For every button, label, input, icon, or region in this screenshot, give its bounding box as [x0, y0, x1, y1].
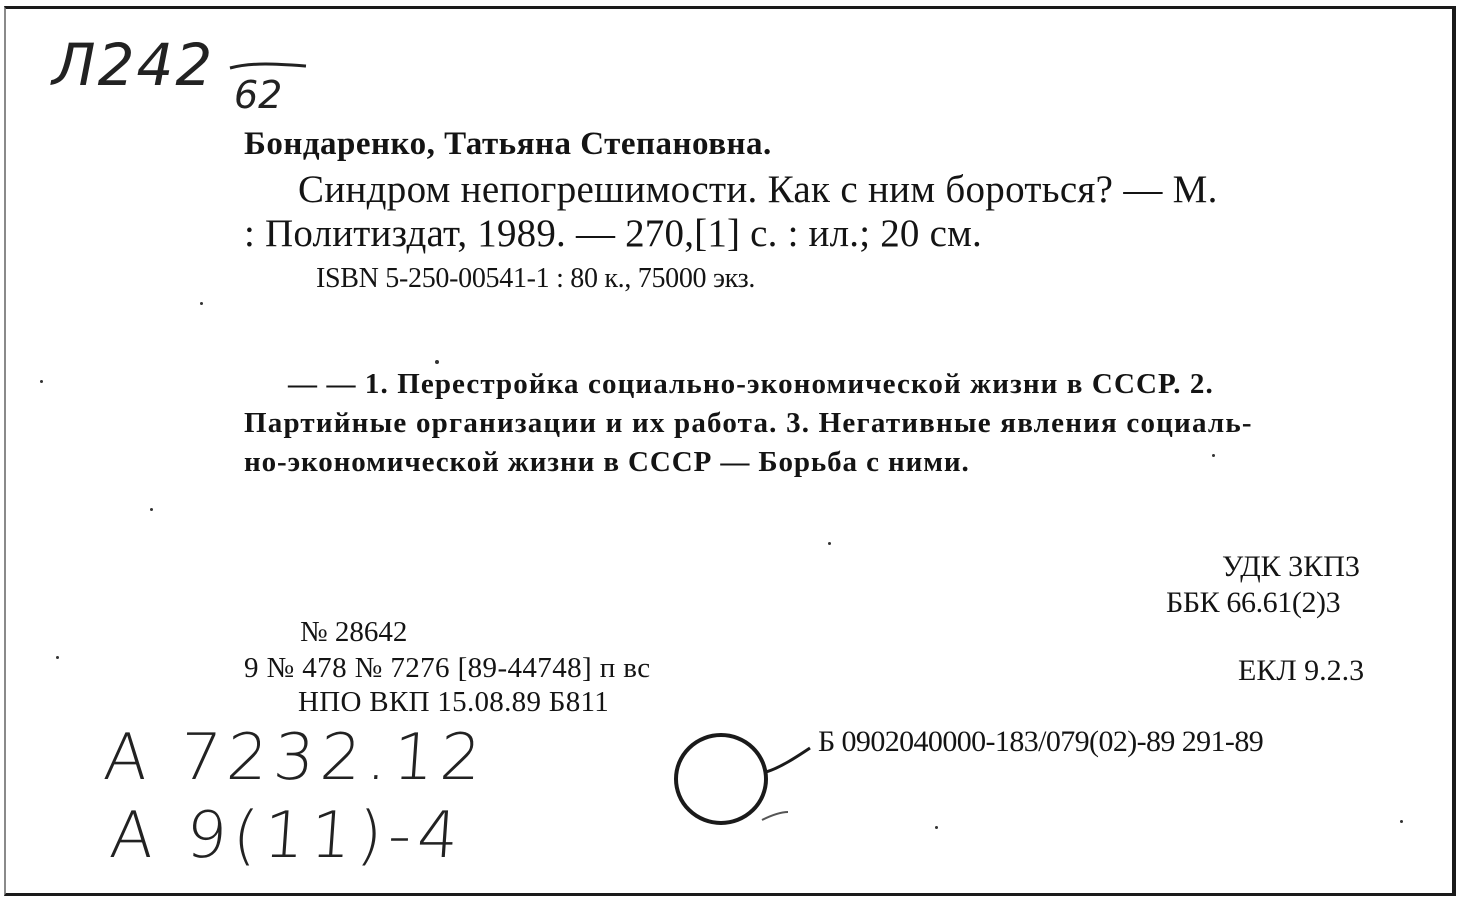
dust-speck: [150, 508, 153, 511]
dust-speck: [935, 826, 938, 829]
npo-line: НПО ВКП 15.08.89 Б811: [298, 686, 610, 718]
shelf-mark-fraction-line: [228, 60, 308, 74]
handwritten-shelf-mark-sub: 62: [234, 73, 283, 117]
ekl-code: ЕКЛ 9.2.3: [1238, 654, 1365, 687]
dust-speck: [828, 542, 831, 545]
punch-hole-circle: [670, 730, 820, 830]
dust-speck: [435, 360, 439, 364]
title-line-2: : Политиздат, 1989. — 270,[1] с. : ил.; 20 см.: [244, 212, 982, 255]
dust-speck: [56, 656, 59, 659]
order-line: 9 № 478 № 7276 [89-44748] п вс: [244, 652, 651, 684]
subjects-line-3: но-экономической жизни в СССР — Борьба с ними.: [244, 446, 970, 478]
dust-speck: [200, 302, 203, 305]
subjects-line-1: — — 1. Перестройка социально-экономической жизни в СССР. 2.: [288, 368, 1214, 400]
isbn-line: ISBN 5-250-00541-1 : 80 к., 75000 экз.: [316, 263, 756, 294]
udk-code: УДК 3КП3: [1222, 550, 1360, 583]
handwritten-shelf-mark: Л242: [52, 31, 215, 99]
subjects-line-2: Партийные организации и их работа. 3. Негативные явления социаль-: [244, 407, 1253, 439]
dust-speck: [40, 380, 43, 383]
dust-speck: [1212, 454, 1215, 457]
dust-speck: [1400, 820, 1403, 823]
bbk-code: ББК 66.61(2)3: [1166, 586, 1341, 619]
author-heading: Бондаренко, Татьяна Степановна.: [244, 126, 772, 162]
handwritten-inventory-line-2: А 9(11)-4: [107, 799, 467, 873]
b-code: Б 0902040000-183/079(02)-89 291-89: [818, 725, 1264, 758]
title-line-1: Синдром непогрешимости. Как с ним бороться? — М.: [298, 168, 1218, 211]
card-number: № 28642: [300, 616, 408, 648]
handwritten-inventory-line-1: А 7232.12: [101, 721, 490, 795]
